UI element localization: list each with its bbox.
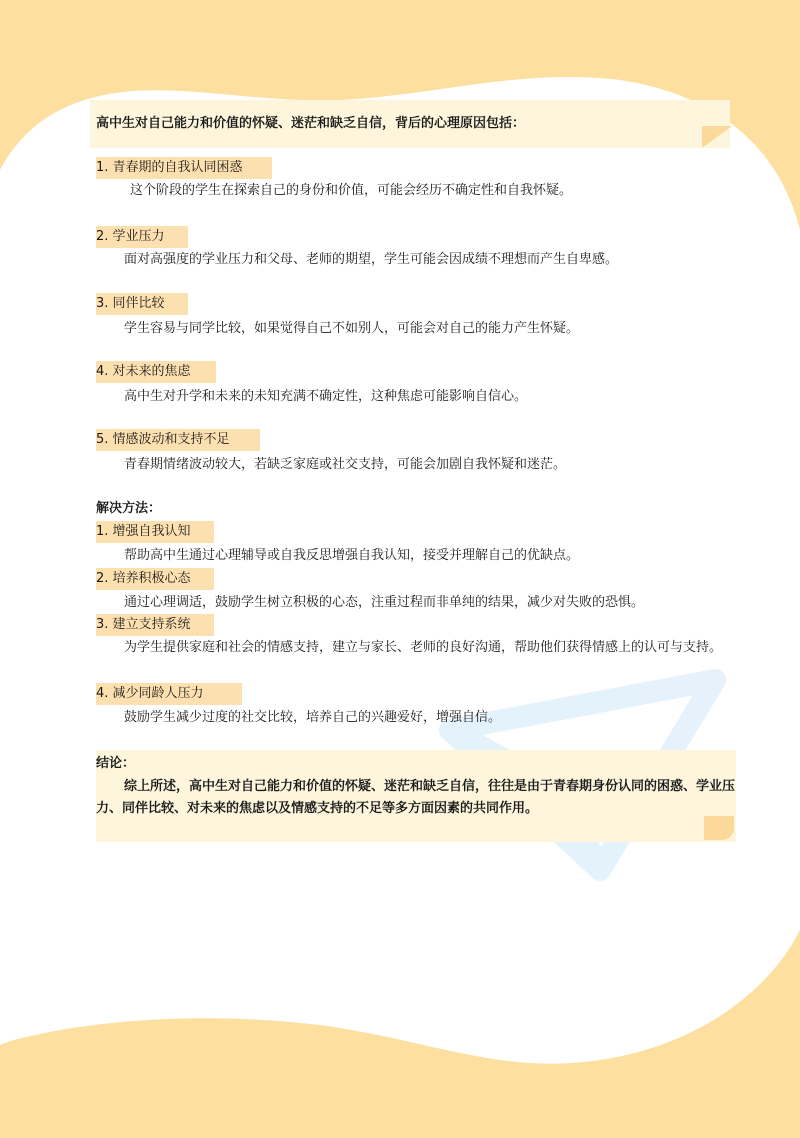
solution-description: 鼓励学生减少过度的社交比较，培养自己的兴趣爱好，增强自信。 (124, 710, 502, 725)
cause-heading: 3. 同伴比较 (96, 293, 188, 315)
solutions-label: 解决方法： (96, 501, 162, 516)
solution-heading: 3. 建立支持系统 (96, 614, 214, 636)
cause-description: 学生容易与同学比较，如果觉得自己不如别人，可能会对自己的能力产生怀疑。 (124, 321, 580, 336)
cause-heading: 2. 学业压力 (96, 226, 188, 248)
conclusion-label: 结论： (96, 756, 136, 771)
cause-description: 这个阶段的学生在探索自己的身份和价值，可能会经历不确定性和自我怀疑。 (130, 183, 573, 198)
solution-description: 帮助高中生通过心理辅导或自我反思增强自我认知，接受并理解自己的优缺点。 (124, 548, 580, 563)
solution-heading: 4. 减少同龄人压力 (96, 683, 242, 705)
solution-description: 为学生提供家庭和社会的情感支持，建立与家长、老师的良好沟通，帮助他们获得情感上的认可与支持。 (124, 640, 723, 655)
intro-title: 高中生对自己能力和价值的怀疑、迷茫和缺乏自信，背后的心理原因包括： (96, 116, 526, 131)
conclusion-text: 综上所述，高中生对自己能力和价值的怀疑、迷茫和缺乏自信，往往是由于青春期身份认同的困惑、学业压力、同伴比较、对未来的焦虑以及情感支持的不足等多方面因素的共同作用。 (96, 779, 736, 816)
cause-heading: 5. 情感波动和支持不足 (96, 429, 260, 451)
solution-heading: 1. 增强自我认知 (96, 521, 214, 543)
solution-heading: 2. 培养积极心态 (96, 568, 214, 590)
solution-description: 通过心理调适，鼓励学生树立积极的心态，注重过程而非单纯的结果，减少对失败的恐惧。 (124, 595, 645, 610)
cause-description: 面对高强度的学业压力和父母、老师的期望，学生可能会因成绩不理想而产生自卑感。 (124, 252, 619, 267)
cause-description: 青春期情绪波动较大，若缺乏家庭或社交支持，可能会加剧自我怀疑和迷茫。 (124, 457, 567, 472)
cause-description: 高中生对升学和未来的未知充满不确定性，这种焦虑可能影响自信心。 (124, 389, 528, 404)
cause-heading: 1. 青春期的自我认同困惑 (96, 157, 272, 179)
cause-heading: 4. 对未来的焦虑 (96, 361, 216, 383)
